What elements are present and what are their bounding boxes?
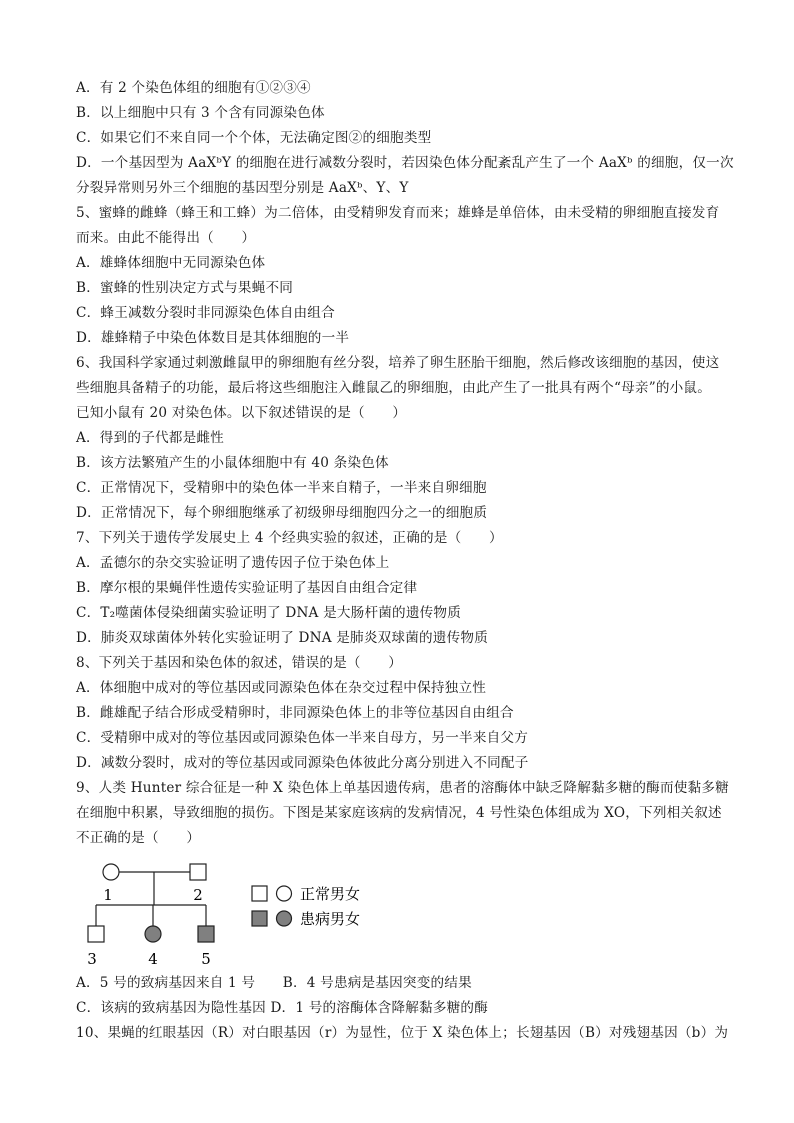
q7-stem: 7、下列关于遗传学发展史上 4 个经典实验的叙述，正确的是（ ） [76,530,503,546]
legend-normal-male-icon [252,886,267,901]
q9-stem-line2: 在细胞中积累，导致细胞的损伤。下图是某家庭该病的发病情况，4 号性染色体组成为 XO，下列相关叙述 [76,805,722,821]
label-5: 5 [201,950,211,968]
individual-3-normal-male [88,926,104,942]
legend-affected-text: 患病男女 [300,910,361,928]
q5-stem-line1: 5、蜜蜂的雌蜂（蜂王和工蜂）为二倍体，由受精卵发育而来；雄蜂是单倍体，由未受精的卵细胞直接发育 [76,205,720,221]
q9-options-ab: A．5 号的致病基因来自 1 号 B．4 号患病是基因突变的结果 [76,975,472,991]
legend-affected-female-icon [277,911,292,926]
q5-stem-line2: 而来。由此不能得出（ ） [76,230,256,246]
q9-stem-line1: 9、人类 Hunter 综合征是一种 X 染色体上单基因遗传病，患者的溶酶体中缺乏降解黏多糖的酶而使黏多糖 [76,780,729,796]
q6-stem-line2: 些细胞具备精子的功能，最后将这些细胞注入雌鼠乙的卵细胞，由此产生了一批具有两个“母亲”的小鼠。 [76,380,712,396]
q4-option-d-line1: D．一个基因型为 AaXᵇY 的细胞在进行减数分裂时，若因染色体分配紊乱产生了一个 AaXᵇ 的细胞，仅一次 [76,155,734,171]
q5-option-a: A．雄蜂体细胞中无同源染色体 [76,255,266,271]
legend-normal-text: 正常男女 [300,885,361,903]
label-2: 2 [193,886,203,904]
q5-option-c: C．蜂王减数分裂时非同源染色体自由组合 [76,305,335,321]
q7-option-d: D．肺炎双球菌体外转化实验证明了 DNA 是肺炎双球菌的遗传物质 [76,630,488,646]
q6-stem-line3: 已知小鼠有 20 对染色体。以下叙述错误的是（ ） [76,405,407,421]
q8-option-d: D．减数分裂时，成对的等位基因或同源染色体彼此分离分别进入不同配子 [76,755,529,771]
q6-option-a: A．得到的子代都是雌性 [76,430,224,446]
individual-5-affected-male [198,926,214,942]
q5-option-b: B．蜜蜂的性别决定方式与果蝇不同 [76,280,294,296]
q9-stem-line3: 不正确的是（ ） [76,830,201,846]
label-1: 1 [103,886,113,904]
q4-option-d-line2: 分裂异常则另外三个细胞的基因型分别是 AaXᵇ、Y、Y [76,180,409,196]
pedigree-chart [78,858,398,970]
q6-option-b: B．该方法繁殖产生的小鼠体细胞中有 40 条染色体 [76,455,389,471]
q8-option-b: B．雌雄配子结合形成受精卵时，非同源染色体上的非等位基因自由组合 [76,705,514,721]
q4-option-c: C．如果它们不来自同一个个体，无法确定图②的细胞类型 [76,130,432,146]
q9-options-cd: C．该病的致病基因为隐性基因 D．1 号的溶酶体含降解黏多糖的酶 [76,1000,489,1016]
individual-2-normal-male [190,864,206,880]
q6-option-c: C．正常情况下，受精卵中的染色体一半来自精子，一半来自卵细胞 [76,480,487,496]
individual-1-normal-female [103,864,119,880]
q7-option-b: B．摩尔根的果蝇伴性遗传实验证明了基因自由组合定律 [76,580,418,596]
label-4: 4 [148,950,158,968]
q4-option-b: B．以上细胞中只有 3 个含有同源染色体 [76,105,325,121]
q8-stem: 8、下列关于基因和染色体的叙述，错误的是（ ） [76,655,403,671]
q6-stem-line1: 6、我国科学家通过刺激雌鼠甲的卵细胞有丝分裂，培养了卵生胚胎干细胞，然后修改该细胞的基因，使这 [76,355,720,371]
q4-option-a: A．有 2 个染色体组的细胞有①②③④ [76,80,311,96]
q10-stem-line1: 10、果蝇的红眼基因（R）对白眼基因（r）为显性，位于 X 染色体上；长翅基因（B）对残翅基因（b）为 [76,1025,729,1041]
legend-normal-female-icon [277,886,292,901]
individual-4-affected-female [145,926,161,942]
q5-option-d: D．雄蜂精子中染色体数目是其体细胞的一半 [76,330,350,346]
q6-option-d: D．正常情况下，每个卵细胞继承了初级卵母细胞四分之一的细胞质 [76,505,488,521]
q8-option-a: A．体细胞中成对的等位基因或同源染色体在杂交过程中保持独立性 [76,680,487,696]
legend-affected-male-icon [252,911,267,926]
q8-option-c: C．受精卵中成对的等位基因或同源染色体一半来自母方，另一半来自父方 [76,730,528,746]
q7-option-c: C．T₂噬菌体侵染细菌实验证明了 DNA 是大肠杆菌的遗传物质 [76,605,462,621]
q7-option-a: A．孟德尔的杂交实验证明了遗传因子位于染色体上 [76,555,390,571]
label-3: 3 [87,950,97,968]
